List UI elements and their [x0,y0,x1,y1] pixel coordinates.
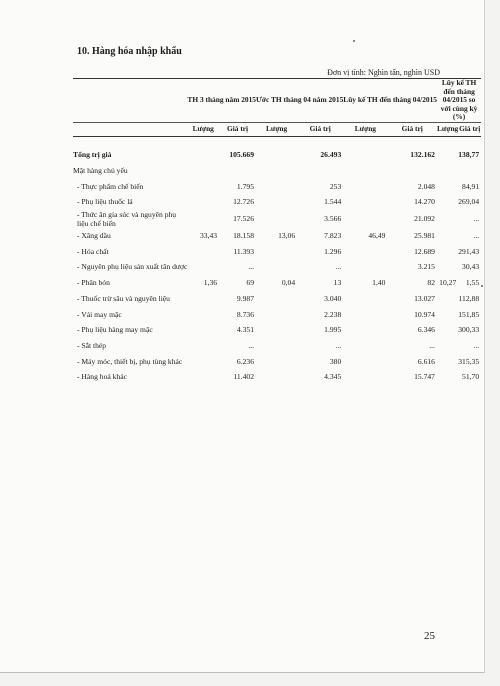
cell [343,147,387,163]
cell: 253 [329,181,342,191]
cell: 1.544 [324,197,342,207]
total-row [73,147,481,163]
cell: 69 [246,278,255,288]
cell [256,306,297,322]
cell: 10.974 [414,309,435,319]
cell [187,338,219,354]
cell: ... [473,231,480,241]
cell: 112,88 [458,293,480,303]
table-body [73,178,481,384]
cell: 13,06 [278,231,296,241]
subheader: Giá trị [458,122,481,136]
cell: 17.526 [233,214,255,224]
cell [256,243,297,259]
cell: ... [473,214,480,224]
cell [187,147,219,163]
subheader: Lượng [437,122,458,136]
cell: 84,91 [462,181,480,191]
page-number: 25 [424,630,435,642]
row-label: - Nguyên phụ liệu sản xuất tân dược [77,262,188,272]
cell: 6.236 [236,356,255,366]
cell [256,147,297,163]
cell [256,353,297,369]
table-row [73,306,481,322]
cell [256,210,297,228]
cell [256,178,297,194]
subheader: Giá trị [387,122,437,136]
table-row [73,338,481,354]
section-label: Mặt hàng chủ yếu [73,166,128,175]
row-label: - Thuốc trừ sâu và nguyên liệu [77,293,170,303]
table-row [73,228,481,244]
cell [187,243,219,259]
row-label: - Sắt thép [77,340,107,350]
cell [343,194,387,210]
cell [437,228,458,244]
cell: 105.669 [229,150,255,160]
table-row [73,290,481,306]
row-label: - Vải may mặc [77,309,122,319]
cell [187,194,219,210]
header-item [73,79,187,122]
cell: 82 [427,278,435,288]
cell [437,338,458,354]
table-row [73,178,481,194]
table-row [73,259,481,275]
cell [437,322,458,338]
table-row [73,369,481,385]
row-label: - Phụ liệu hàng may mặc [77,325,153,335]
cell: 13 [333,278,342,288]
cell [343,322,387,338]
cell: 138,77 [458,150,480,160]
cell: 7.823 [324,231,342,241]
subheader-empty [73,122,187,136]
cell: ... [335,340,342,350]
cell [187,259,219,275]
cell [437,306,458,322]
cell [187,322,219,338]
cell: 300,33 [458,325,480,335]
cell: 13.027 [414,293,435,303]
cell: 12.726 [233,197,255,207]
cell: 46,49 [368,231,386,241]
cell: 12.689 [414,246,435,256]
cell [187,210,219,228]
import-goods-table [73,78,481,385]
cell [437,369,458,385]
cell: 8.736 [236,309,255,319]
cell [256,194,297,210]
cell: 1,36 [203,278,218,288]
cell: 291,43 [458,246,480,256]
cell: 11.393 [233,246,255,256]
row-label: Tổng trị giá [73,150,112,160]
cell [256,322,297,338]
cell [187,306,219,322]
cell [256,259,297,275]
row-label: - Phân bón [77,278,110,288]
cell: 132.162 [410,150,435,160]
cell [343,259,387,275]
cell [343,178,387,194]
cell [437,243,458,259]
cell: 4.345 [324,372,342,382]
cell [187,290,219,306]
cell [343,290,387,306]
header-group: Lũy kế TH đến tháng 04/2015 so với cùng kỳ (%) [440,78,478,122]
cell: ... [248,262,255,272]
cell: ... [473,340,480,350]
cell [343,353,387,369]
header-group: TH 3 tháng năm 2015 [187,95,257,105]
cell [437,259,458,275]
cell: ... [429,340,435,350]
cell [437,147,458,163]
cell: 21.092 [414,214,435,224]
cell: 4.351 [236,325,255,335]
subheader: Lượng [343,122,387,136]
cell: 9.987 [236,293,255,303]
row-label: - Máy móc, thiết bị, phụ tùng khác [77,356,183,366]
cell [343,243,387,259]
cell: 315,35 [458,356,480,366]
subheader: Lượng [187,122,219,136]
cell: 151,85 [458,309,480,319]
cell: 14.270 [414,197,435,207]
cell [187,178,219,194]
cell [187,353,219,369]
cell [256,369,297,385]
cell: 1.795 [236,181,255,191]
cell: 6.346 [417,325,435,335]
cell [437,210,458,228]
row-label: - Hàng hoá khác [77,372,127,382]
header-group: Ước TH tháng 04 năm 2015 [256,95,344,105]
row-label: - Phụ liệu thuốc lá [77,197,133,207]
scan-speck [481,285,483,287]
cell [256,338,297,354]
cell [256,290,297,306]
section-title: 10. Hàng hóa nhập khẩu [77,46,182,57]
scan-speck [353,40,355,42]
cell: 380 [329,356,342,366]
cell: 25.981 [414,231,435,241]
section-row [73,163,481,179]
cell: 10,27 [439,278,457,288]
cell: 1,55 [465,278,480,288]
cell [343,338,387,354]
cell: 1,40 [372,278,386,288]
header-group: Lũy kế TH đến tháng 04/2015 [343,95,437,105]
subheader: Giá trị [297,122,343,136]
table-row [73,210,481,228]
cell [187,369,219,385]
cell: 1.296 [324,246,342,256]
row-label: - Hóa chất [77,246,109,256]
cell: 3.215 [417,262,435,272]
unit-note: Đơn vị tính: Nghìn tấn, nghìn USD [327,68,440,77]
cell [437,194,458,210]
row-label: - Thực phẩm chế biến [77,181,144,191]
cell: 26.493 [320,150,342,160]
table-row [73,353,481,369]
cell: 269,04 [458,197,480,207]
table-row [73,275,481,291]
cell [437,178,458,194]
cell: 33,43 [199,231,218,241]
table-row [73,194,481,210]
cell [437,353,458,369]
cell [343,306,387,322]
table-row [73,322,481,338]
cell: ... [248,340,255,350]
cell: 2.238 [324,309,342,319]
cell: 18.158 [233,231,255,241]
cell: 6.616 [417,356,435,366]
cell: 3.040 [324,293,342,303]
row-label: - Thức ăn gia súc và nguyên phụ liệu chế biến [77,209,177,228]
subheader: Giá trị [219,122,256,136]
cell [343,210,387,228]
cell: 1.995 [324,325,342,335]
cell: 51,70 [462,372,480,382]
subheader: Lượng [256,122,297,136]
cell [343,369,387,385]
cell [437,290,458,306]
cell: 0,04 [281,278,296,288]
cell: 30,43 [462,262,480,272]
cell: 11.402 [233,372,255,382]
cell: ... [335,262,342,272]
cell: 15.747 [414,372,435,382]
table-row [73,243,481,259]
row-label: - Xăng dầu [77,231,111,241]
cell: 3.566 [324,214,342,224]
cell: 2.048 [417,181,435,191]
